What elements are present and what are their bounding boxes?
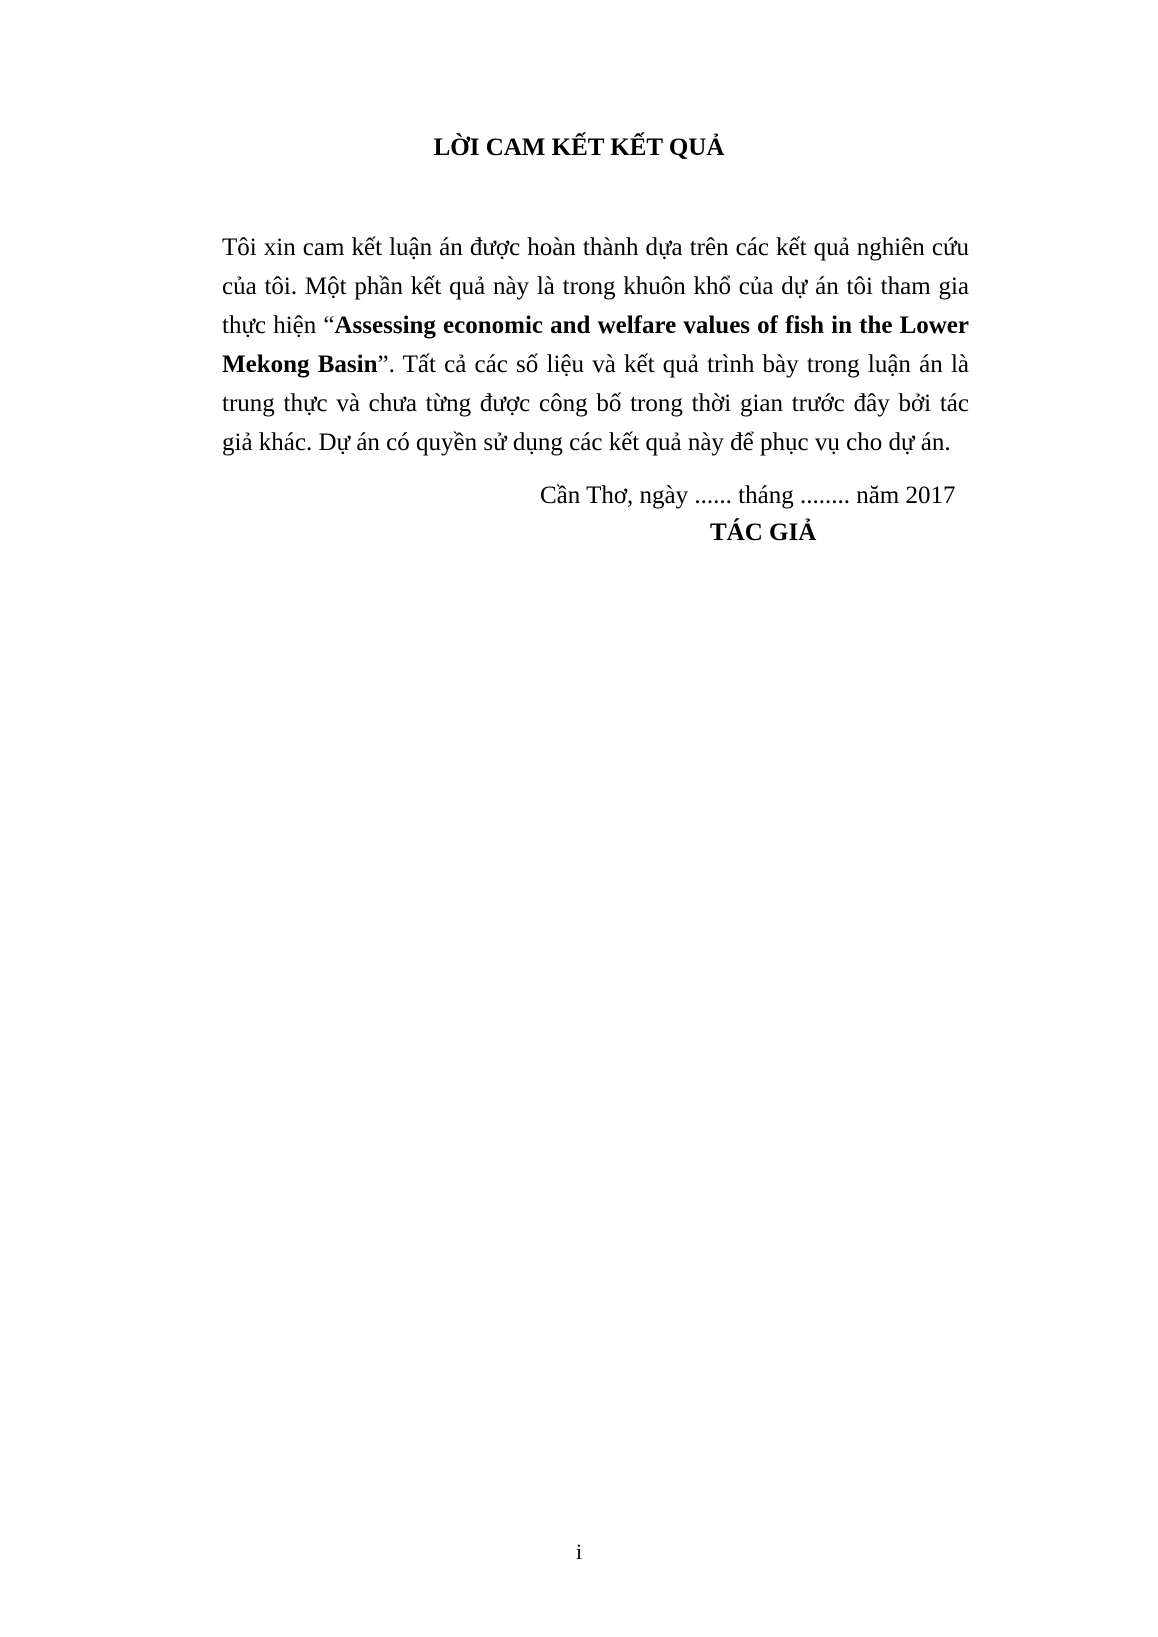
commitment-paragraph — [222, 228, 969, 462]
author-label: TÁC GIẢ — [710, 519, 817, 546]
place-date-line: Cần Thơ, ngày ...... tháng ........ năm 2017 — [540, 482, 956, 509]
project-name: Assessing economic and welfare values of fish in the Lower Mekong Basin — [222, 312, 969, 378]
page-title: LỜI CAM KẾT KẾT QUẢ — [433, 134, 725, 161]
paragraph-text-part1: Tôi xin cam kết luận án được hoàn thành dựa trên các kết quả nghiên cứu của tôi. Một phần kết quả này là trong khuôn khổ của dự án tôi tham gia thực hiện “ — [222, 234, 969, 339]
paragraph-text-part2: ”. Tất cả các số liệu và kết quả trình bày trong luận án là trung thực và chưa từng được công bố trong thời gian trước đây bởi tác giả khác. Dự án có quyền sử dụng các kết quả này để phục vụ cho dự án. — [222, 351, 969, 456]
page-number: i — [575, 1539, 583, 1564]
